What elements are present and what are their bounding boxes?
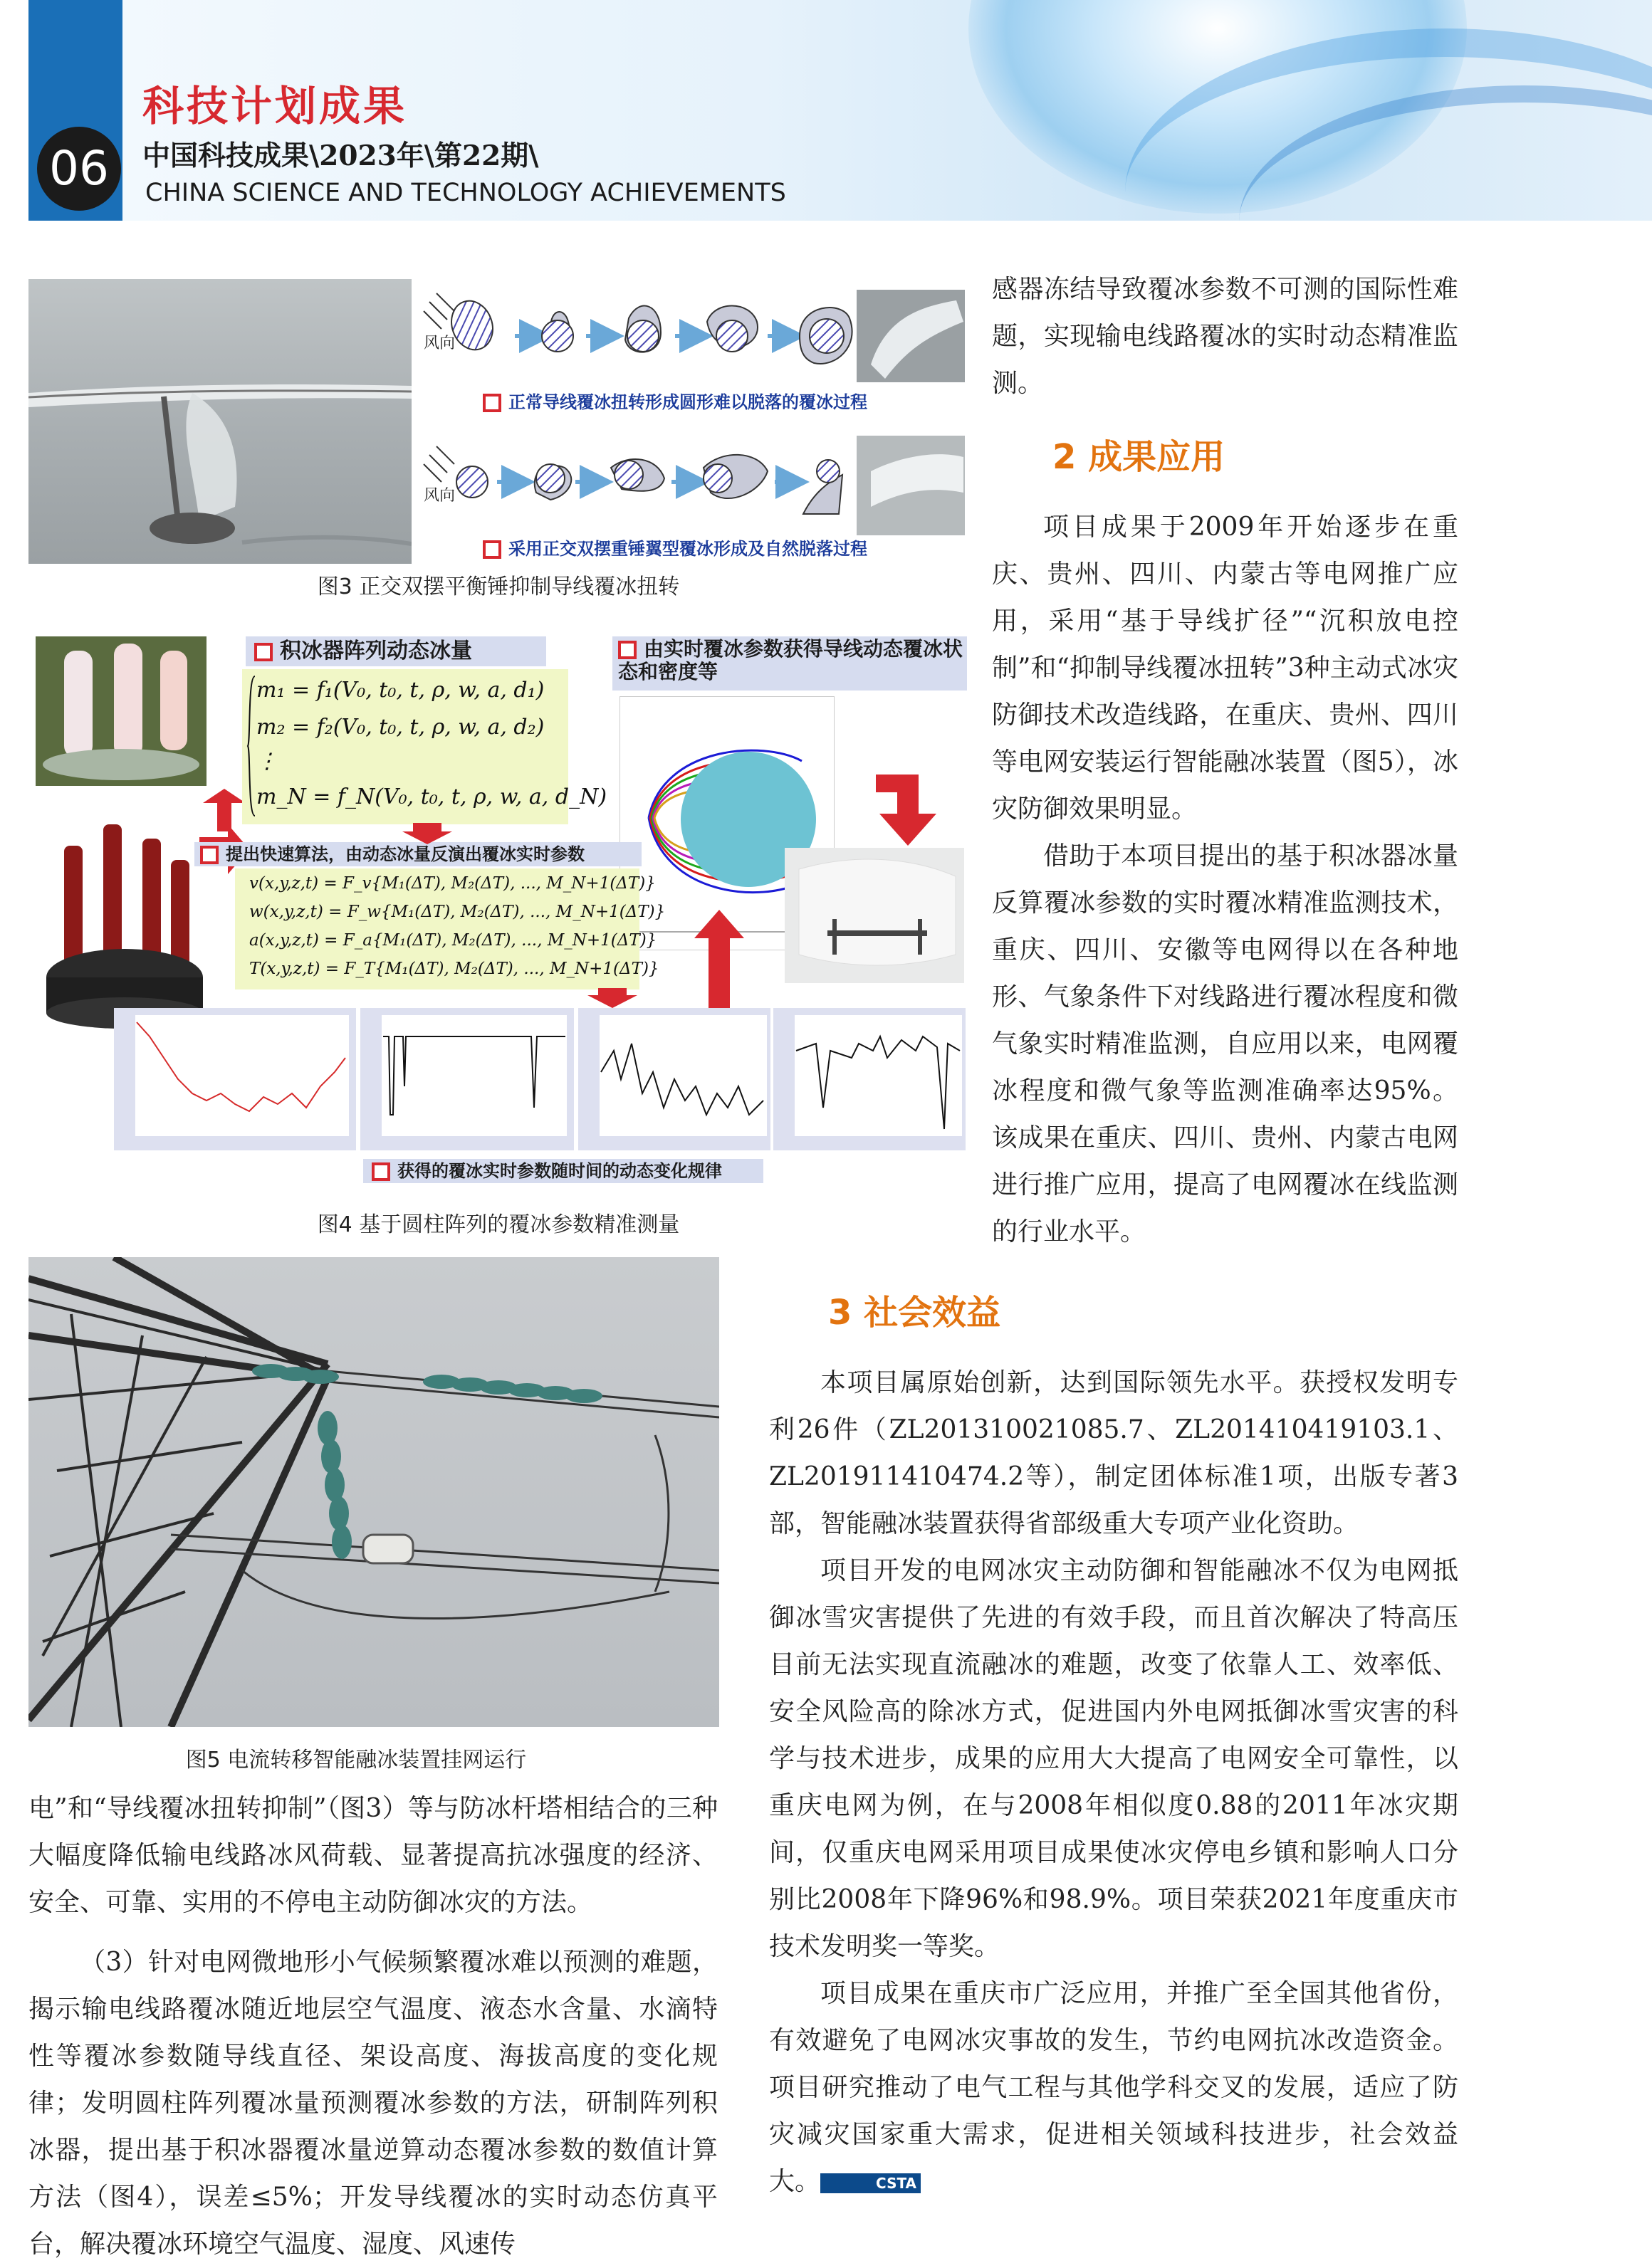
paragraph: 电”和“导线覆冰扭转抑制”（图3）等与防冰杆塔相结合的三种大幅度降低输电线路冰风荷载、显著提高抗冰强度的经济、安全、可靠、实用的不停电主动防御冰灾的方法。: [28, 1794, 718, 1917]
marker-square-icon: [200, 846, 219, 864]
marker-square-icon: [372, 1162, 390, 1181]
fig4-caption: 图4 基于圆柱阵列的覆冰参数精准测量: [317, 1212, 680, 1237]
equation-dots: ⋮: [256, 749, 278, 774]
page-number: 06: [49, 141, 109, 196]
fig5-caption: 图5 电流转移智能融冰装置挂网运行: [185, 1748, 527, 1773]
marker-square-icon: [483, 540, 501, 559]
fig3-diagram: [415, 279, 965, 564]
paragraph: 项目成果于2009年开始逐步在重庆、贵州、四川、内蒙古等电网推广应用，采用“基于导线扩径”“沉积放电控制”和“抑制导线覆冰扭转”3种主动式冰灾防御技术改造线路，在重庆、贵州、四川等电网安装运行智能融冰装置（图5），冰灾防御效果明显。: [992, 513, 1458, 824]
fig3-caption: 图3 正交双摆平衡锤抑制导线覆冰扭转: [317, 574, 680, 599]
fig4-box-title-1: 积冰器阵列动态冰量: [246, 636, 546, 666]
fig4-plot-wind-speed: [578, 1008, 770, 1150]
fig3-photo: [28, 279, 412, 564]
equation-T: T(x,y,z,t) = F_T{M₁(ΔT), M₂(ΔT), ..., M_N+1(ΔT)}: [249, 960, 659, 978]
paragraph: （3）针对电网微地形小气候频繁覆冰难以预测的难题，揭示输电线路覆冰随近地层空气温度、液态水含量、水滴特性等覆冰参数随导线直径、架设高度、海拔高度的变化规律；发明圆柱阵列覆冰量预测覆冰参数的方法，研制阵列积冰器，提出基于积冰器覆冰量逆算动态覆冰参数的数值计算方法（图4），误差≤5%；开发导线覆冰的实时动态仿真平台，解决覆冰环境空气温度、湿度、风速传: [28, 1948, 718, 2259]
fig3-label-2: 采用正交双摆重锤翼型覆冰形成及自然脱落过程: [483, 540, 867, 560]
fig4-plot-ice-load: [773, 1008, 966, 1150]
equation-m2: m₂ = f₂(V₀, t₀, t, ρ, w, a, d₂): [256, 715, 545, 740]
fig3-wind-label-2: 风向: [424, 487, 456, 505]
paragraph: 感器冻结导致覆冰参数不可测的国际性难题，实现输电线路覆冰的实时动态精准监测。: [992, 275, 1458, 398]
fig4-photo-ice-caliper: [785, 848, 964, 983]
marker-square-icon: [483, 394, 501, 412]
fig3-wind-label-1: 风向: [424, 335, 456, 352]
fig4-panel: [28, 632, 967, 1195]
equation-m1: m₁ = f₁(V₀, t₀, t, ρ, w, a, d₁): [256, 678, 545, 703]
fig4-box-title-2: 由实时覆冰参数获得导线动态覆冰状态和密度等: [612, 636, 967, 691]
fig4-equation-box-1: [242, 669, 607, 824]
journal-issue: 中国科技成果\2023年\第22期\: [142, 140, 539, 172]
left-column-bottom: [28, 1785, 718, 2268]
equation-a: a(x,y,z,t) = F_a{M₁(ΔT), M₂(ΔT), ..., M_N+1(ΔT)}: [249, 931, 657, 950]
equation-v: v(x,y,z,t) = F_v{M₁(ΔT), M₂(ΔT), ..., M_N+1(ΔT)}: [249, 874, 656, 893]
section-3-body: [769, 1360, 1458, 2205]
section-2-body: [992, 504, 1458, 1256]
csta-logo: CSTA: [820, 2173, 921, 2193]
section-2-title: 2 成果应用: [1052, 437, 1225, 477]
paragraph: 项目成果在重庆市广泛应用，并推广至全国其他省份，有效避免了电网冰灾事故的发生，节约电网抗冰改造资金。项目研究推动了电气工程与其他学科交叉的发展，适应了防灾减灾国家重大需求，促进相关领域科技进步，社会效益大。 CSTA: [769, 1979, 1458, 2196]
marker-square-icon: [618, 641, 637, 659]
paragraph: 项目开发的电网冰灾主动防御和智能融冰不仅为电网抵御冰雪灾害提供了先进的有效手段，而且首次解决了特高压目前无法实现直流融冰的难题，改变了依靠人工、效率低、安全风险高的除冰方式，促进国内外电网抵御冰雪灾害的科学与技术进步，成果的应用大大提高了电网安全可靠性，以重庆电网为例，在与2008年相似度0.88的2011年冰灾期间，仅重庆电网采用项目成果使冰灾停电乡镇和影响人口分别比2008年下降96%和98.9%。项目荣获2021年度重庆市技术发明奖一等奖。: [769, 1556, 1458, 1961]
column-title: 科技计划成果: [142, 82, 408, 130]
marker-square-icon: [254, 643, 273, 661]
paragraph: 本项目属原始创新，达到国际领先水平。获授权发明专利26件（ZL201310021085.7、ZL201410419103.1、ZL201911410474.2等），制定团体标准1项，出版专著3部，智能融冰装置获得省部级重大专项产业化资助。: [769, 1368, 1458, 1538]
fig4-plot-humidity: [360, 1008, 574, 1150]
equation-w: w(x,y,z,t) = F_w{M₁(ΔT), M₂(ΔT), ..., M_N+1(ΔT)}: [249, 903, 666, 921]
fig4-box-title-4: 获得的覆冰实时参数随时间的动态变化规律: [363, 1159, 763, 1183]
fig4-equation-box-2: [235, 868, 666, 989]
fig4-photo-ice-samples: [36, 636, 206, 786]
paragraph: 借助于本项目提出的基于积冰器冰量反算覆冰参数的实时覆冰精准监测技术，重庆、四川、安徽等电网得以在各种地形、气象条件下对线路进行覆冰程度和微气象实时精准监测，自应用以来，电网覆冰程度和微气象等监测准确率达95%。该成果在重庆、四川、贵州、内蒙古电网进行推广应用，提高了电网覆冰在线监测的行业水平。: [992, 841, 1458, 1246]
fig5-photo: [28, 1257, 719, 1727]
right-column-top: [992, 266, 1458, 407]
fig3-label-1: 正常导线覆冰扭转形成圆形难以脱落的覆冰过程: [483, 393, 867, 413]
journal-english-title: CHINA SCIENCE AND TECHNOLOGY ACHIEVEMENTS: [145, 179, 786, 207]
equation-mN: m_N = f_N(V₀, t₀, t, ρ, w, a, d_N): [256, 784, 607, 809]
fig4-box-title-3: 提出快速算法，由动态冰量反演出覆冰实时参数: [194, 842, 642, 866]
section-3-title: 3 社会效益: [828, 1293, 1001, 1333]
fig4-plot-temperature: [114, 1008, 356, 1150]
